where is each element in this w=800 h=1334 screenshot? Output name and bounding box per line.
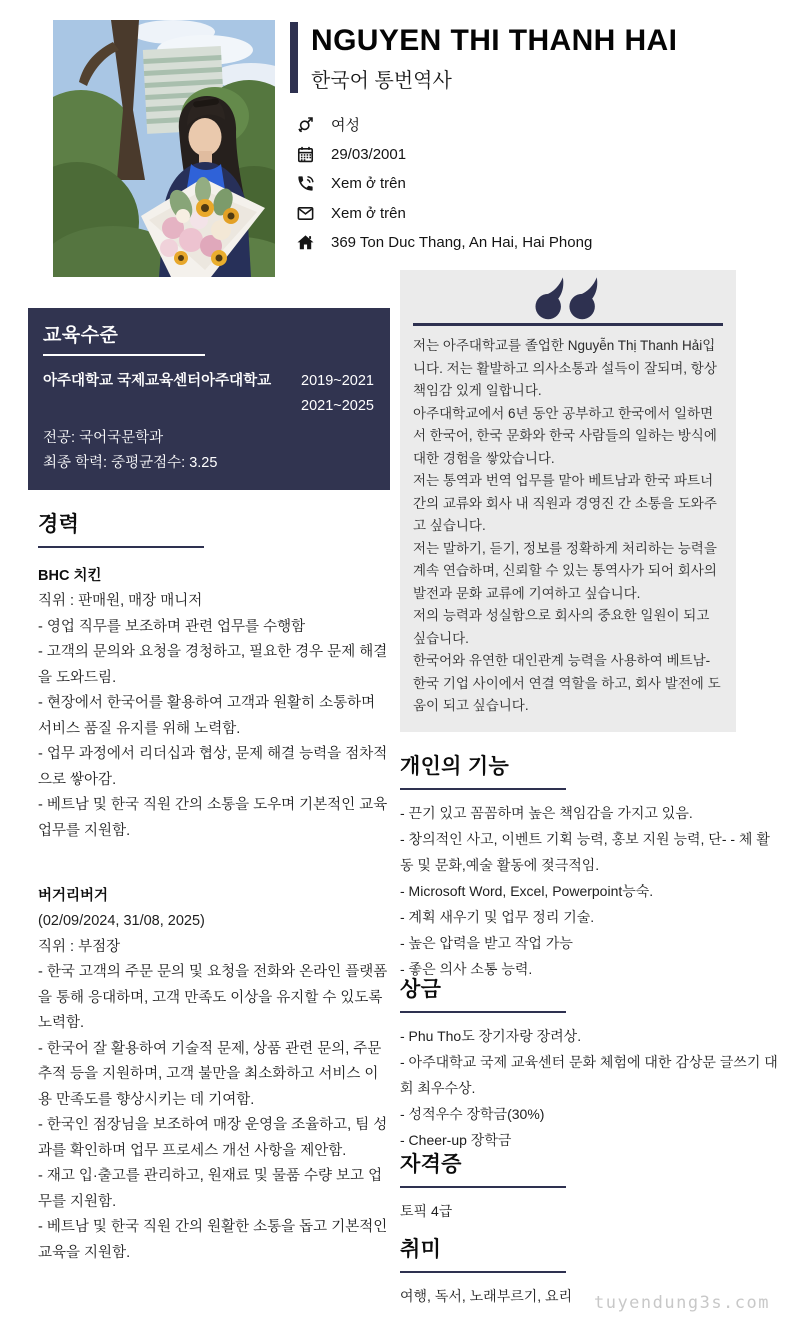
contact-row-email <box>296 199 782 229</box>
award-item: - 성적우수 장학금(30%) <box>400 1106 545 1122</box>
contact-row-phone <box>296 169 782 199</box>
certificates-heading: 자격증 <box>400 1153 462 1176</box>
contact-text: 369 Ton Duc Thang, An Hai, Hai Phong <box>331 234 593 252</box>
education-period-2: 2021~2025 <box>301 398 374 414</box>
company-name: 버거리버거 <box>38 888 109 904</box>
skill-item: - Microsoft Word, Excel, Powerpoint능숙. <box>400 883 654 899</box>
quote-paragraph: 한국어와 유연한 대인관계 능력을 사용하여 베트남-한국 기업 사이에서 연결 역할을 하고, 회사 발전에 도움이 되고 싶습니다. <box>413 653 721 713</box>
job-position: 직위 : 판매원, 매장 매니저 <box>38 593 203 609</box>
education-gpa: 최종 학력: 중평균점수: 3.25 <box>43 455 218 471</box>
awards-heading-rule <box>400 1011 566 1013</box>
certificates-heading-rule <box>400 1186 566 1188</box>
quote-paragraph: 저의 능력과 성실함으로 회사의 중요한 일원이 되고 싶습니다. <box>413 608 710 646</box>
profile-photo-illustration <box>53 20 275 277</box>
job-dates: (02/09/2024, 31/08, 2025) <box>38 913 205 929</box>
skills-heading-rule <box>400 788 566 790</box>
job-bullet: - 베트남 및 한국 직원 간의 소통을 도우며 기본적인 교육 업무를 지원함. <box>38 797 388 839</box>
awards-heading: 상금 <box>400 978 442 1001</box>
name-accent-bar <box>290 22 298 93</box>
career-section <box>38 508 390 1266</box>
job-bullet: - 재고 입·출고를 관리하고, 원재료 및 물품 수량 보고 업무를 지원함. <box>38 1168 383 1210</box>
skill-item: - 좋은 의사 소통 능력. <box>400 961 533 977</box>
skills-section <box>400 750 780 982</box>
email-icon <box>296 204 315 223</box>
quote-icon <box>413 277 723 321</box>
job-block-bhc <box>38 564 390 844</box>
education-school: 아주대학교 국제교육센터아주대학교 <box>43 373 272 389</box>
quote-paragraph: 저는 말하기, 듣기, 정보를 정확하게 처리하는 능력을 계속 연습하며, 신뢰할 수 있는 통역사가 되어 회사의 발전과 문화 교류에 기여하고 싶습니다. <box>413 540 717 601</box>
skill-item: - 창의적인 사고, 이벤트 기획 능력, 홍보 지원 능력, 단- - 체 활동 및 문화,예술 활동에 젖극적임. <box>400 831 770 873</box>
hobbies-heading-rule <box>400 1271 566 1273</box>
quote-paragraph: 저는 통역과 번역 업무를 맡아 베트남과 한국 파트너 간의 교류와 회사 내 직원과 경영진 간 소통을 도와주고 싶습니다. <box>413 473 717 533</box>
contact-row-gender <box>296 110 782 140</box>
contact-row-birthdate <box>296 140 782 170</box>
skill-item: - 계획 새우기 및 업무 정리 기술. <box>400 909 595 925</box>
quote-paragraph: 저는 아주대학교를 졸업한 Nguyễn Thị Thanh Hải입니다. 저는 활발하고 의사소통과 설득이 잘되며, 항상 책임감 있게 일합니다. <box>413 338 717 398</box>
left-column <box>28 308 390 1266</box>
job-bullet: - 한국 고객의 주문 문의 및 요청을 전화와 온라인 플랫폼을 통해 응대하며, 고객 만족도 이상을 유지할 수 있도록 노력함. <box>38 964 388 1031</box>
skills-heading: 개인의 기능 <box>400 755 510 778</box>
job-bullet: - 업무 과정에서 리더십과 협상, 문제 해결 능력을 점차적으로 쌓아감. <box>38 746 388 788</box>
job-bullet: - 영업 직무를 보조하며 관련 업무를 수행함 <box>38 618 306 635</box>
job-bullet: - 베트남 및 한국 직원 간의 원활한 소통을 돕고 기본적인 교육을 지원함. <box>38 1219 388 1261</box>
quote-rule <box>413 323 723 326</box>
gender-icon <box>296 115 315 134</box>
skill-item: - 끈기 있고 꼼꼼하며 높은 책임감을 가지고 있음. <box>400 805 693 821</box>
contact-text: 29/03/2001 <box>331 145 407 163</box>
skill-item: - 높은 압력을 받고 작업 가능 <box>400 935 573 951</box>
calendar-icon <box>296 145 315 164</box>
award-item: - Phu Tho도 장기자랑 장려상. <box>400 1028 582 1044</box>
quote-section <box>400 270 736 732</box>
page-title: NGUYEN THI THANH HAI <box>311 24 678 57</box>
job-bullet: - 한국어 잘 활용하여 기술적 문제, 상품 관련 문의, 주문 추적 등을 지원하며, 고객 불만을 최소화하고 서비스 이용 만족도를 향상시키는 데 기여함. <box>38 1040 382 1108</box>
career-heading-rule <box>38 546 204 548</box>
job-bullet: - 현장에서 한국어를 활용하여 고객과 원활히 소통하며 서비스 품질 유지를 위해 노력함. <box>38 695 376 737</box>
award-item: - Cheer-up 장학금 <box>400 1132 512 1148</box>
contact-text: 여성 <box>331 117 360 135</box>
awards-section <box>400 973 780 1153</box>
phone-icon <box>296 174 315 193</box>
award-item: - 아주대학교 국제 교육센터 문화 체험에 대한 감상문 글쓰기 대회 최우수상. <box>400 1054 778 1096</box>
contact-text: Xem ở trên <box>331 175 406 193</box>
education-major: 전공: 국어국문학과 <box>43 430 164 446</box>
job-bullet: - 한국인 점장님을 보조하여 매장 운영을 조율하고, 팀 성과를 확인하며 업무 프로세스 개선 사항을 제안함. <box>38 1117 388 1159</box>
education-heading: 교육수준 <box>43 325 119 346</box>
contact-text: Xem ở trên <box>331 204 406 222</box>
education-period-1: 2019~2021 <box>301 373 374 389</box>
hobbies-text: 여행, 독서, 노래부르기, 요리 <box>400 1288 573 1304</box>
watermark: tuyendung3s.com <box>593 1293 770 1313</box>
name-block <box>290 22 782 93</box>
header <box>290 22 782 258</box>
company-name: BHC 치킨 <box>38 568 102 584</box>
contact-list <box>296 110 782 258</box>
job-block-burger <box>38 884 390 1266</box>
education-section <box>28 308 390 490</box>
profile-photo <box>53 20 275 277</box>
career-heading: 경력 <box>38 513 80 536</box>
quote-paragraph: 아주대학교에서 6년 동안 공부하고 한국에서 일하면서 한국어, 한국 문화와 한국 사람들의 일하는 방식에 대한 경험을 쌓았습니다. <box>413 405 717 466</box>
job-title: 한국어 통번역사 <box>311 70 452 92</box>
certificates-section <box>400 1148 780 1224</box>
home-icon <box>296 233 315 252</box>
job-bullet: - 고객의 문의와 요청을 경청하고, 필요한 경우 문제 해결을 도와드림. <box>38 644 388 686</box>
hobbies-heading: 취미 <box>400 1238 442 1261</box>
job-position: 직위 : 부점장 <box>38 938 121 955</box>
contact-row-address <box>296 228 782 258</box>
education-heading-rule <box>43 354 205 356</box>
certificate-text: 토픽 4급 <box>400 1203 453 1219</box>
